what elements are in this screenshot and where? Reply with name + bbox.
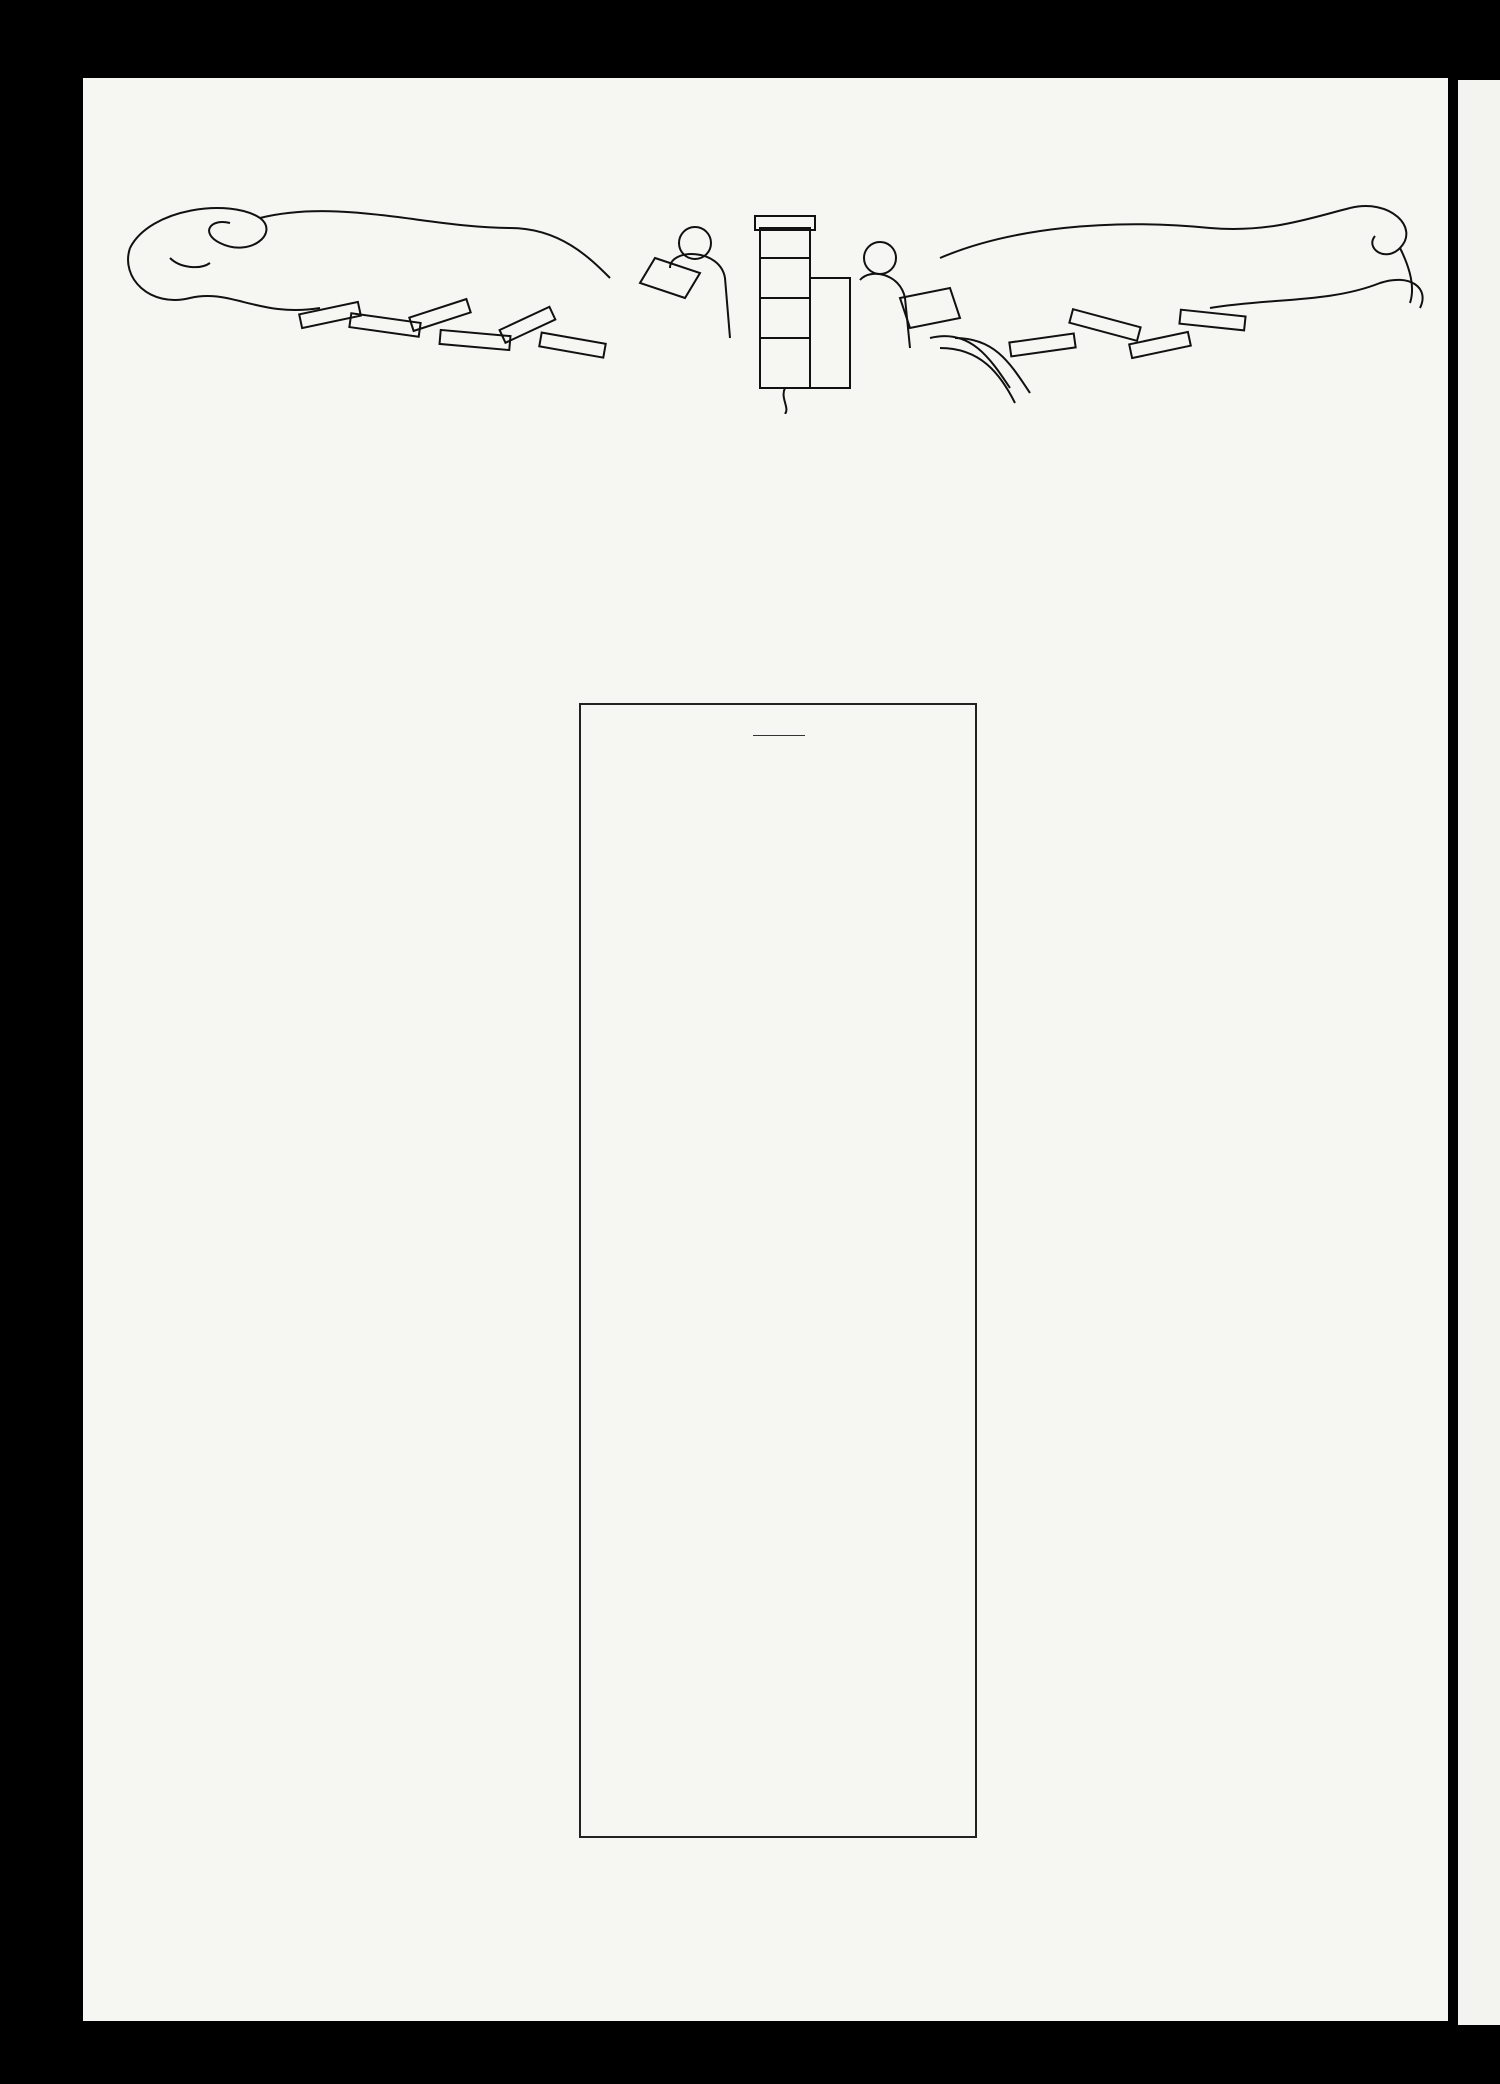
- adjacent-page-edge: [1458, 80, 1500, 2025]
- divider: [753, 735, 805, 736]
- column-1: [170, 470, 548, 480]
- column-3: [1004, 470, 1382, 480]
- best-novels-box: [579, 703, 977, 1838]
- header-illustration: [110, 188, 1440, 414]
